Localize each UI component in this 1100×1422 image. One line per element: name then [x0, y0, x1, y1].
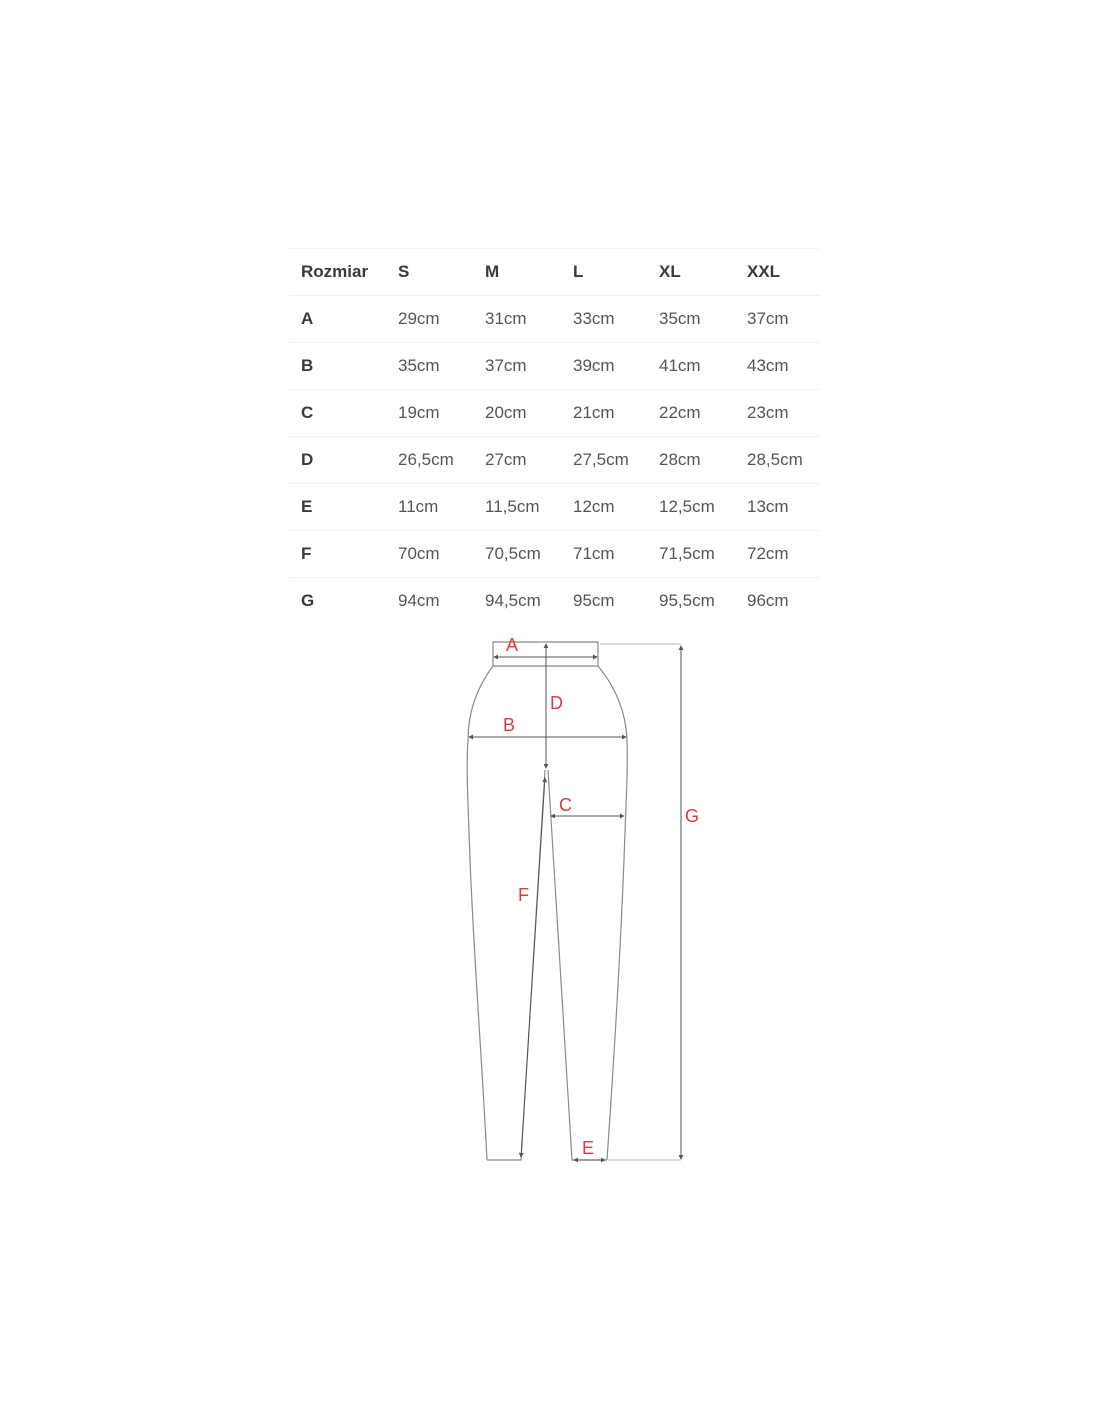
table-cell: 33cm: [561, 296, 647, 343]
label-c: C: [559, 795, 572, 815]
label-d: D: [550, 693, 563, 713]
table-cell: 95cm: [573, 591, 615, 610]
right-leg-outer-outline: [598, 666, 627, 1160]
table-cell: 29cm: [386, 296, 473, 343]
table-cell: 28,5cm: [735, 437, 820, 484]
table-cell: 70,5cm: [473, 531, 561, 578]
table-cell: 35cm: [386, 343, 473, 390]
label-a: A: [506, 635, 519, 655]
table-cell: 26,5cm: [386, 437, 473, 484]
table-cell: 27,5cm: [561, 437, 647, 484]
table-cell: 71cm: [561, 531, 647, 578]
table-cell: 96cm: [747, 591, 789, 610]
table-cell: 95,5cm: [659, 591, 715, 610]
row-label: A: [289, 296, 386, 343]
table-cell: 23cm: [735, 390, 820, 437]
table-cell: 22cm: [647, 390, 735, 437]
label-e: E: [582, 1138, 595, 1158]
header-size-m: M: [473, 249, 561, 296]
table-cell: 72cm: [735, 531, 820, 578]
table-cell: 94cm: [398, 591, 440, 610]
table-cell: 28cm: [647, 437, 735, 484]
table-cell: 41cm: [647, 343, 735, 390]
row-label: C: [289, 390, 386, 437]
measure-line-f: [521, 778, 545, 1157]
label-f: F: [518, 885, 529, 905]
table-cell: 13cm: [735, 484, 820, 531]
header-size-s: S: [386, 249, 473, 296]
header-size-xl: XL: [647, 249, 735, 296]
table-cell: 12,5cm: [647, 484, 735, 531]
row-label: G: [301, 591, 315, 610]
table-cell: 43cm: [735, 343, 820, 390]
table-cell: 11,5cm: [473, 484, 561, 531]
row-label: E: [289, 484, 386, 531]
header-size-xxl: XXL: [735, 249, 820, 296]
row-label: B: [289, 343, 386, 390]
right-leg-inner-outline: [548, 770, 607, 1160]
table-cell: 27cm: [473, 437, 561, 484]
left-leg-inner-outline: [487, 770, 545, 1160]
table-cell: 70cm: [386, 531, 473, 578]
table-cell: 37cm: [473, 343, 561, 390]
table-cell: 21cm: [561, 390, 647, 437]
table-cell: 11cm: [386, 484, 473, 531]
label-b: B: [503, 715, 516, 735]
table-cell: 35cm: [647, 296, 735, 343]
table-cell: 19cm: [386, 390, 473, 437]
table-cell: 71,5cm: [647, 531, 735, 578]
left-leg-outer-outline: [467, 666, 493, 1160]
leggings-outline: [467, 642, 627, 1160]
table-cell: 20cm: [473, 390, 561, 437]
header-size-l: L: [561, 249, 647, 296]
row-label: F: [289, 531, 386, 578]
header-size-label: Rozmiar: [289, 249, 386, 296]
table-cell: 31cm: [473, 296, 561, 343]
row-label: D: [289, 437, 386, 484]
table-cell: 12cm: [561, 484, 647, 531]
measurement-lines: [469, 644, 681, 1160]
table-cell: 39cm: [561, 343, 647, 390]
table-cell: 37cm: [735, 296, 820, 343]
label-g: G: [685, 806, 700, 826]
table-cell: 94,5cm: [485, 591, 541, 610]
